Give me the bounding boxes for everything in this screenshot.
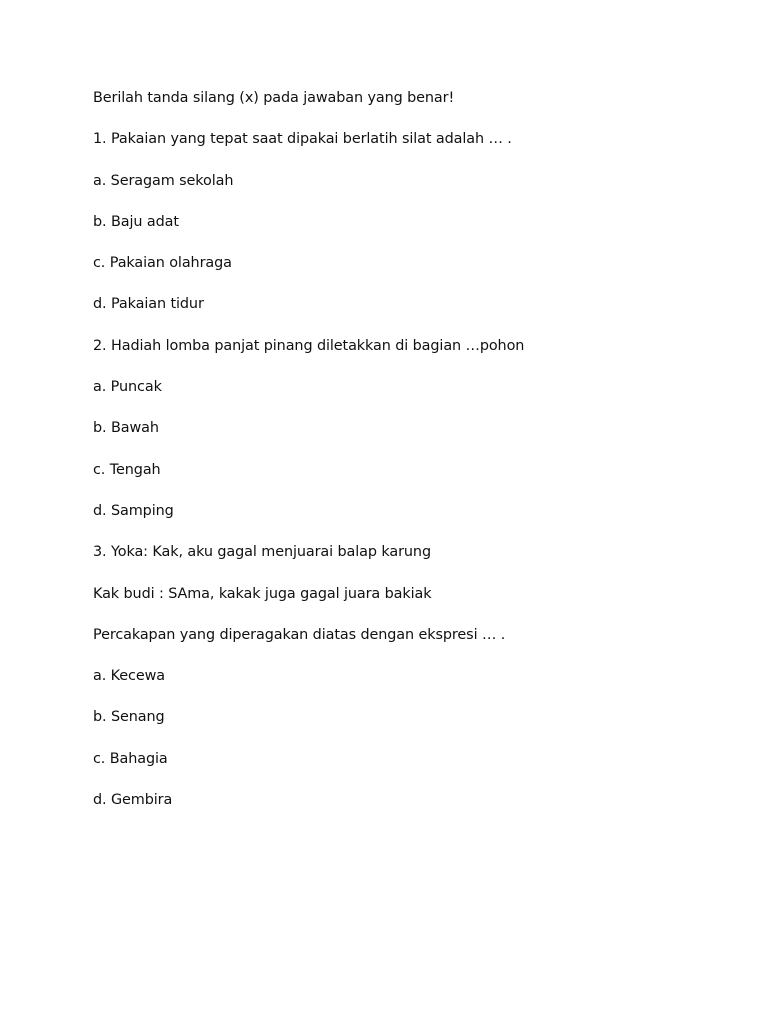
question-1: 1. Pakaian yang tepat saat dipakai berlatih silat adalah … .	[93, 131, 512, 148]
question-3-dialogue-yoka: 3. Yoka: Kak, aku gagal menjuarai balap karung	[93, 544, 431, 561]
question-2-option-d: d. Samping	[93, 502, 174, 519]
question-1-option-a: a. Seragam sekolah	[93, 172, 234, 189]
question-2: 2. Hadiah lomba panjat pinang diletakkan di bagian …pohon	[93, 337, 525, 354]
instruction-text: Berilah tanda silang (x) pada jawaban yang benar!	[93, 90, 455, 106]
question-1-option-c: c. Pakaian olahraga	[93, 255, 232, 272]
question-1-option-b: b. Baju adat	[93, 213, 179, 230]
question-list	[93, 86, 733, 829]
question-3-option-d: d. Gembira	[93, 792, 173, 809]
question-3-option-a: a. Kecewa	[93, 668, 165, 685]
question-2-option-c: c. Tengah	[93, 461, 161, 478]
question-2-option-a: a. Puncak	[93, 379, 162, 396]
question-1-option-d: d. Pakaian tidur	[93, 296, 204, 313]
question-3-option-c: c. Bahagia	[93, 750, 168, 767]
question-2-option-b: b. Bawah	[93, 420, 159, 437]
question-3-dialogue-budi: Kak budi : SAma, kakak juga gagal juara bakiak	[93, 585, 432, 602]
question-3-prompt: Percakapan yang diperagakan diatas dengan ekspresi … .	[93, 626, 506, 643]
question-3-option-b: b. Senang	[93, 709, 165, 726]
